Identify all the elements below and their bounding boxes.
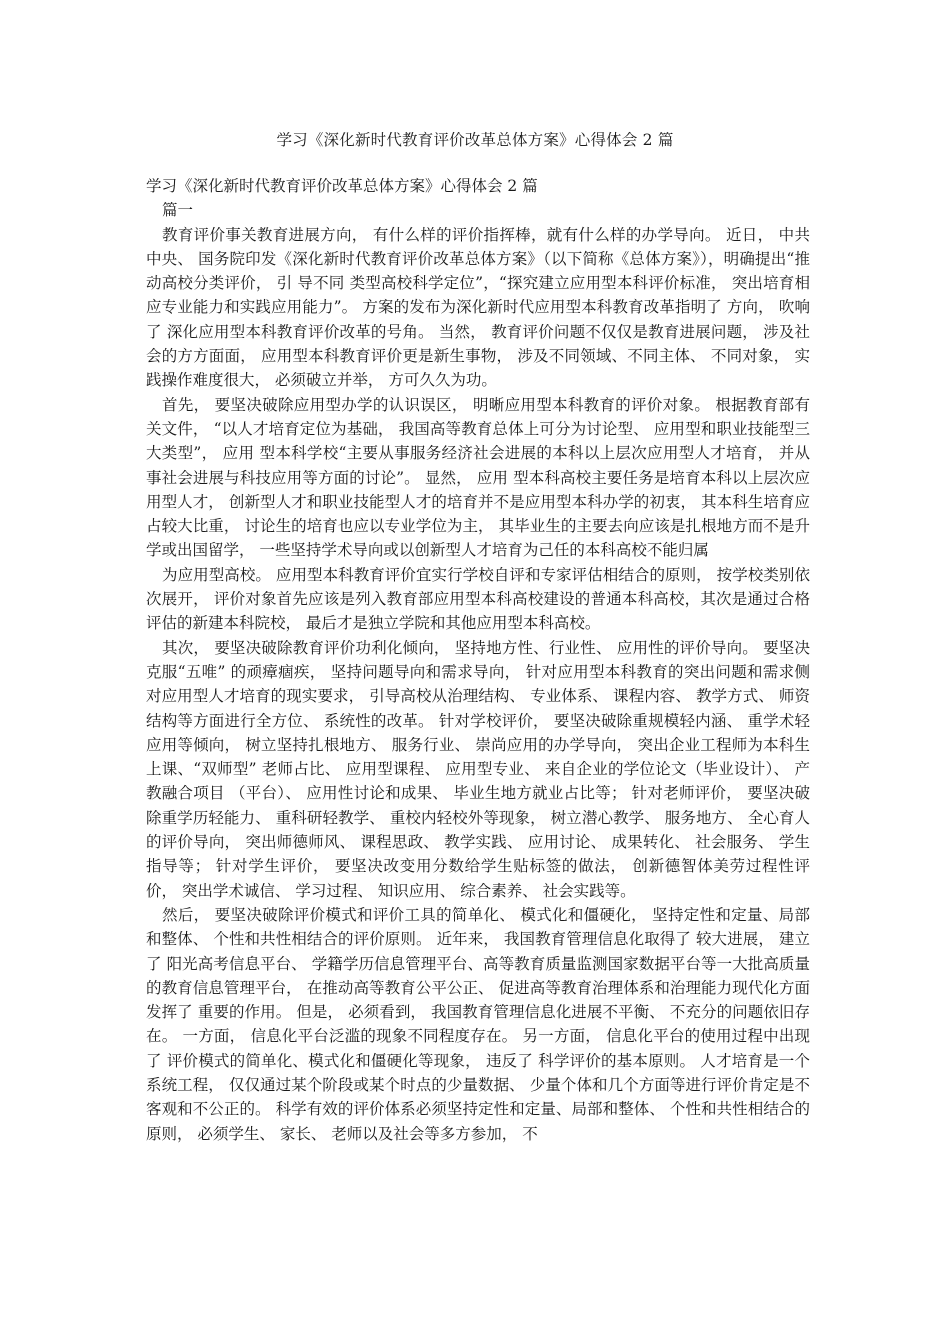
paragraph-3: 为应用型高校。 应用型本科教育评价宜实行学校自评和专家评估相结合的原则， 按学校类别依次展开， 评价对象首先应该是列入教育部应用型本科高校建设的普通本科高校，其次是通过合格评估的新建本科院校， 最后才是独立学院和其他应用型本科高校。	[146, 565, 810, 633]
document-subtitle: 学习《深化新时代教育评价改革总体方案》心得体会 2 篇	[146, 177, 538, 195]
paragraph-5: 然后， 要坚决破除评价模式和评价工具的简单化、 模式化和僵硬化， 坚持定性和定量、局部和整体、 个性和共性相结合的评价原则。 近年来， 我国教育管理信息化取得了 较大进展， 建立了 阳光高考信息平台、 学籍学历信息管理平台、高等教育质量监测国家数据平台等一大批高质量的教育信息管理平台， 在推动高等教育公平公正、 促进高等教育治理体系和治理能力现代化方面发挥了 重要的作用。 但是， 必须看到， 我国教育管理信息化进展不平衡、 不充分的问题依旧存在。 一方面， 信息化平台泛滥的现象不同程度存在。 另一方面， 信息化平台的使用过程中出现了 评价模式的简单化、模式化和僵硬化等现象， 违反了 科学评价的基本原则。 人才培育是一个系统工程， 仅仅通过某个阶段或某个时点的少量数据、 少量个体和几个方面等进行评价肯定是不客观和不公正的。 科学有效的评价体系必须坚持定性和定量、局部和整体、 个性和共性相结合的原则， 必须学生、 家长、 老师以及社会等多方参加， 不	[146, 905, 810, 1143]
paragraph-4: 其次， 要坚决破除教育评价功利化倾向， 坚持地方性、行业性、 应用性的评价导向。 要坚决克服“五唯” 的顽瘴痼疾， 坚持问题导向和需求导向， 针对应用型本科教育的突出问题和需求侧对应用型人才培育的现实要求， 引导高校从治理结构、 专业体系、 课程内容、 教学方式、 师资结构等方面进行全方位、 系统性的改革。 针对学校评价， 要坚决破除重规模轻内涵、 重学术轻应用等倾向， 树立坚持扎根地方、 服务行业、 崇尚应用的办学导向， 突出企业工程师为本科生上课、“双师型” 老师占比、 应用型课程、 应用型专业、 来自企业的学位论文（毕业设计）、 产教融合项目 （平台）、 应用性讨论和成果、 毕业生地方就业占比等； 针对老师评价， 要坚决破除重学历轻能力、 重科研轻教学、 重校内轻校外等现象， 树立潜心教学、 服务地方、 全心育人的评价导向， 突出师德师风、 课程思政、 教学实践、 应用讨论、 成果转化、 社会服务、 学生指导等； 针对学生评价， 要坚决改变用分数给学生贴标签的做法， 创新德智体美劳过程性评价， 突出学术诚信、 学习过程、 知识应用、 综合素养、 社会实践等。	[146, 638, 810, 900]
document-title: 学习《深化新时代教育评价改革总体方案》心得体会 2 篇	[276, 131, 674, 149]
paragraph-1: 教育评价事关教育进展方向， 有什么样的评价指挥棒，就有什么样的办学导向。 近日， 中共中央、 国务院印发《深化新时代教育评价改革总体方案》（以下简称《总体方案》），明确提出“推动高校分类评价， 引 导不同 类型高校科学定位”，“探究建立应用型本科评价标准， 突出培育相应专业能力和实践应用能力”。 方案的发布为深化新时代应用型本科教育改革指明了 方向， 吹响了 深化应用型本科教育评价改革的号角。 当然， 教育评价问题不仅仅是教育进展问题， 涉及社会的方方面面， 应用型本科教育评价更是新生事物， 涉及不同领域、不同主体、 不同对象， 实践操作难度很大， 必须破立并举， 方可久久为功。	[146, 225, 810, 390]
section-label: 篇一	[162, 201, 194, 220]
document-body	[146, 174, 810, 1146]
paragraph-2: 首先， 要坚决破除应用型办学的认识误区， 明晰应用型本科教育的评价对象。 根据教育部有关文件， “以人才培育定位为基础， 我国高等教育总体上可分为讨论型、 应用型和职业技能型三大类型”， 应用 型本科学校“主要从事服务经济社会进展的本科以上层次应用型人才培育， 并从事社会进展与科技应用等方面的讨论”。 显然， 应用 型本科高校主要任务是培育本科以上层次应用型人才， 创新型人才和职业技能型人才的培育并不是应用型本科办学的初衷， 其本科生培育应占较大比重， 讨论生的培育也应以专业学位为主， 其毕业生的主要去向应该是扎根地方而不是升学或出国留学， 一些坚持学术导向或以创新型人才培育为己任的本科高校不能归属	[146, 395, 810, 560]
